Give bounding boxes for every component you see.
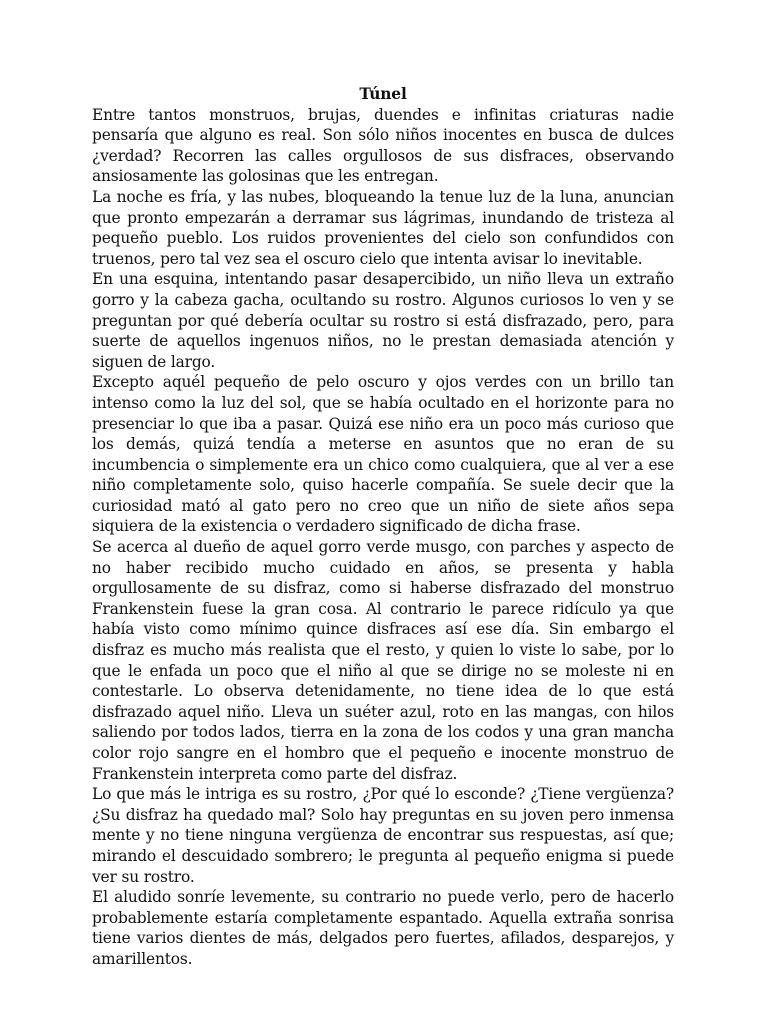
paragraph-4: Excepto aquél pequeño de pelo oscuro y ojos verdes con un brillo tan intenso como la luz del sol, que se había ocultado en el horizonte para no presenciar lo que iba a pasar. Quizá ese niño era un poco más curioso que los demás, quizá tendía a meterse en asuntos que no eran de su incumbencia o simplemente era un chico como cualquiera, que al ver a ese niño completamente solo, quiso hacerle compañía. Se suele decir que la curiosidad mató al gato pero no creo que un niño de siete años sepa siquiera de la existencia o verdadero significado de dicha frase. xyxy=(92,373,674,536)
page-title-text: Túnel xyxy=(359,85,407,103)
page-title xyxy=(92,84,674,105)
paragraph-6: Lo que más le intriga es su rostro, ¿Por qué lo esconde? ¿Tiene vergüenza? ¿Su disfraz ha quedado mal? Solo hay preguntas en su joven pero inmensa mente y no tiene ninguna vergüenza de encontrar sus respuestas, así que; mirando el descuidado sombrero; le pregunta al pequeño enigma si puede ver su rostro. xyxy=(92,785,674,886)
paragraph-5: Se acerca al dueño de aquel gorro verde musgo, con parches y aspecto de no haber recibido mucho cuidado en años, se presenta y habla orgullosamente de su disfraz, como si haberse disfrazado del monstruo Frankenstein fuese la gran cosa. Al contrario le parece ridículo ya que había visto como mínimo quince disfraces así ese día. Sin embargo el disfraz es mucho más realista que el resto, y quien lo viste lo sabe, por lo que le enfada un poco que el niño al que se dirige no se moleste ni en contestarle. Lo observa detenidamente, no tiene idea de lo que está disfrazado aquel niño. Lleva un suéter azul, roto en las mangas, con hilos saliendo por todos lados, tierra en la zona de los codos y una gran mancha color rojo sangre en el hombro que el pequeño e inocente monstruo de Frankenstein interpreta como parte del disfraz. xyxy=(92,538,674,783)
document-page xyxy=(92,84,674,970)
paragraph-2: La noche es fría, y las nubes, bloqueando la tenue luz de la luna, anuncian que pronto empezarán a derramar sus lágrimas, inundando de tristeza al pequeño pueblo. Los ruidos provenientes del cielo son confundidos con truenos, pero tal vez sea el oscuro cielo que intenta avisar lo inevitable. xyxy=(92,187,674,268)
paragraph-3: En una esquina, intentando pasar desapercibido, un niño lleva un extraño gorro y la cabeza gacha, ocultando su rostro. Algunos curiosos lo ven y se preguntan por qué debería ocultar su rostro si está disfrazado, pero, para suerte de aquellos ingenuos niños, no le prestan demasiada atención y siguen de largo. xyxy=(92,270,674,371)
paragraph-1: Entre tantos monstruos, brujas, duendes e infinitas criaturas nadie pensaría que alguno es real. Son sólo niños inocentes en busca de dulces ¿verdad? Recorren las calles orgullosos de sus disfraces, observando ansiosamente las golosinas que les entregan. xyxy=(92,105,674,186)
paragraph-7: El aludido sonríe levemente, su contrario no puede verlo, pero de hacerlo probablemente estaría completamente espantado. Aquella extraña sonrisa tiene varios dientes de más, delgados pero fuertes, afilados, desparejos, y amarillentos. xyxy=(92,888,674,968)
